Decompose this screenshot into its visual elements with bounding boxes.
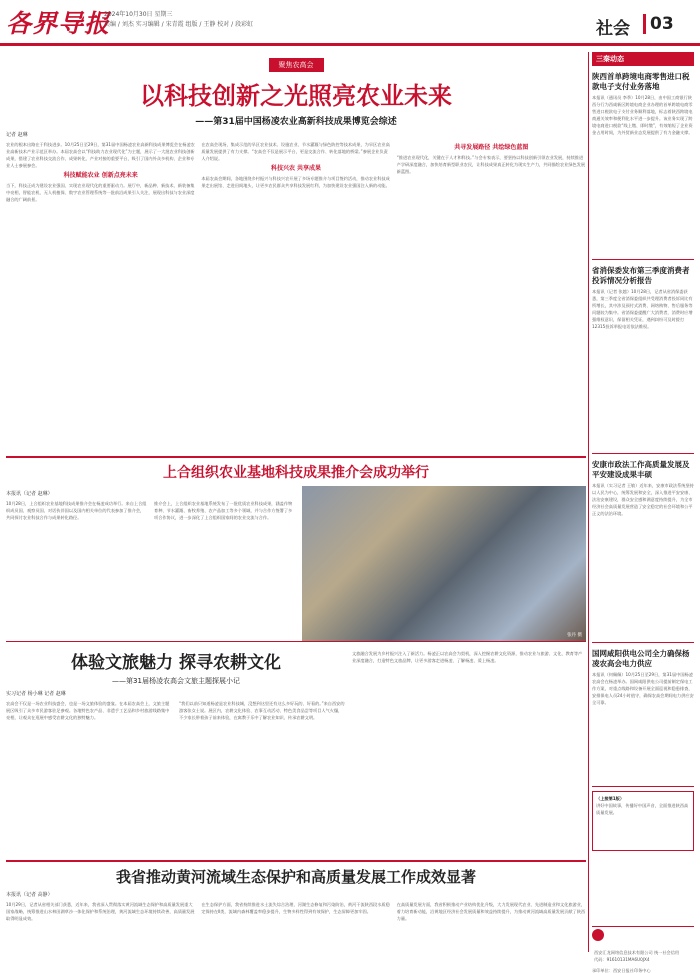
rule [592,453,694,454]
correction-title: （上接第1版） [596,796,625,801]
article1-body-1: 农业的根本出路在于科技进步。10月25日至29日，第31届中国杨凌农业高新科技成果博览会在杨凌农业高新技术产业示范区举办。本届农高会以“科技助力农业现代化”为主题，展示了一大批农业科技创新成果，搭建了农业科技交流合作、成果转化、产业对接的重要平台，吸引了国内外众多机构、企业和专业人士参展参会。 [6,142,195,168]
article1-title: 以科技创新之光照亮农业未来 [140,81,452,110]
sidebar-item-ankang [592,458,694,638]
article3-body-3: 文旅融合发展为乡村振兴注入了新活力。杨凌正以农高会为契机，深入挖掘农耕文化资源，推动农业与旅游、文化、教育等产业深度融合，打造特色文旅品牌，让更多游客走进杨凌、了解杨凌、爱上杨凌。 [352,651,583,663]
sidebar-item-body: 本报讯（实习记者 王敏）近年来，安康市政法系统坚持以人民为中心，统筹发展和安全，深入推进平安安康、法治安康建设，群众安全感和满意度持续提升，为全市经济社会高质量发展营造了安全稳定的社会环境和公平正义的法治环境。 [592,483,694,516]
sidebar-item-ecommerce [592,70,694,255]
article2-body-2: 推介会上，上合组织农业基地系统发布了一批优质农业科技成果，涵盖作物育种、节水灌溉、畜牧养殖、农产品加工等多个领域，并与合作方签署了多项合作协议，进一步深化了上合组织国家间的农业交流与合作。 [154,501,293,520]
rule [6,641,586,642]
article1-col-1 [6,141,195,471]
article4-body-1: 10月29日，记者从省相关部门获悉，近年来，我省深入贯彻落实黄河流域生态保护和高质量发展重大国家战略，统筹推进山水林田湖草沙一体化保护和系统治理，黄河流域生态环境持续改善，高质量发展取得明显成效。 [6,902,195,921]
article1-byline: 记者 赵琳 [6,132,28,138]
article-culture-tourism [6,646,586,856]
sidebar-item-body: 本报讯（记者 张越）10月28日，记者从省消保委获悉，第三季度全省消保委组织共受理消费者投诉同比有所增长，其中涉及预付式消费、网络购物、售后服务等问题较为集中。省消保委提醒广大消费者，消费时应增强维权意识，保留相关凭证，遇到纠纷可及时拨打12315投诉举报电话依法维权。 [592,289,693,329]
sidebar-item-title: 安康市政法工作高质量发展及平安建设成果丰硕 [592,460,690,479]
masthead-logo: 各界导报 [6,9,111,38]
masthead-meta [104,10,253,30]
rule [6,860,586,862]
article3-byline: 实习记者 杨小琳 记者 赵琳 [6,691,66,697]
article3-body-1: 农高会不仅是一场农业科技盛会，也是一场文旅体验的盛宴。在本届农高会上，文旅主题展区吸引了众多市民游客驻足参观。各地特色农产品、非遗手工艺品和乡村旅游线路集中亮相，让观众在逛展中感受农耕文化的独特魅力。 [6,701,170,720]
sidebar-item-consumer [592,264,694,449]
article2-byline: 本报讯（记者 赵琳） [6,491,53,497]
conference-photo [302,486,586,641]
article4-title: 我省推动黄河流域生态保护和高质量发展工作成效显著 [115,868,476,886]
article1-subtitle: ——第31届中国杨凌农业高新科技成果博览会综述 [195,117,397,127]
rule [592,642,694,643]
masthead [0,0,700,46]
article1-col-2 [201,141,390,471]
article-ag-expo [6,52,586,452]
footer-note: 承印单位：西安日报社印务中心 [592,968,651,973]
sidebar-item-title: 国网咸阳供电公司全力确保杨凌农高会电力供应 [592,649,690,668]
article4-body-2: 在生态保护方面，我省持续推进水土流失综合治理、河湖生态修复和污染防治，黄河干流陕西段水质稳定保持在Ⅱ类，流域内森林覆盖率稳步提升，生物多样性得到有效保护，生态屏障更加牢固。 [201,902,390,914]
article4-byline: 本报讯（记者 高静） [6,892,53,898]
sidebar [592,52,694,851]
sidebar-item-body: 本报讯（何佩佩）10月25日至29日，第31届中国杨凌农高会在杨凌举办。国网咸阳供电公司提前制定保电工作方案，对重点线路和设备开展全面巡视和隐患排查，安排保电人员24小时值守，确保农高会期间电力供应安全可靠。 [592,672,694,705]
sidebar-header: 三秦动态 [592,52,694,66]
article1-body-3: 在农高会现场，集成示范的旱区农业技术、设施农业、节水灌溉与绿色防控等技术成果，为旱区农业高质量发展提供了有力支撑。“农高会不仅是展示平台，更是交流合作、转化落地的桥梁。”参展企业负责人介绍说。 [201,142,390,161]
article-yellow-river [6,866,586,973]
article3-subtitle: ——第31届杨凌农高会文旅主题探展小记 [112,677,240,685]
editor-line: 美编 / 刘杰 实习编辑 / 宋青霞 组版 / 王静 校对 / 段彩虹 [104,21,254,28]
sidebar-correction [592,791,694,851]
date-line: 2024年10月30日 星期三 [104,11,173,18]
footer [592,926,694,973]
sidebar-item-body: 本报讯（通讯员 李季）10月28日，由中国工商银行陕西分行为西咸新区跨境电商企业办理的首单跨境电商零售进口税款电子支付业务顺利落地，标志着陕西跨境电商通关效率和便利化水平进一步提升。该业务实现了跨境电商进口税款“线上缴、即时缴”，有效缩短了企业资金占用时间，为外贸新业态发展提供了有力金融支撑。 [592,95,693,135]
article2-title: 上合组织农业基地科技成果推介会成功举行 [163,465,429,481]
article1-body-2: 当下，科技正成为建设农业强国、实现农业现代化的重要驱动力。展厅中，新品种、新技术、新装备集中亮相，智能农机、无人机植保、数字农业管理系统等一批前沿成果引人关注，展现出科技与农业深度融合的广阔前景。 [6,183,195,202]
correction-body: 讲好中国故事，传播好中国声音，全面推进陕西高质量发展。 [596,803,689,815]
rule [592,259,694,260]
article3-title: 体验文旅魅力 探寻农耕文化 [71,653,281,673]
sidebar-item-title: 省消保委发布第三季度消费者投诉情况分析报告 [592,266,690,285]
article1-subhead-1: 科技赋能农业 创新点亮未来 [63,172,138,179]
article3-body-2: “我们以前只知道杨凌是农业科技城，没想到这里还有这么多好玩的、好看的。”来自西安的游客张女士说。展区内，农耕文化体验、农事互动活动、特色美食品尝等项目人气火爆，不少家长带着孩子前来体验，在寓教于乐中了解农业知识、传承农耕文明。 [179,701,345,720]
photo-caption: 张丹 摄 [567,633,582,638]
article-sco-base [6,462,586,637]
publisher-logo-icon [592,929,604,941]
article2-text [6,486,296,641]
page-number: 03 [650,14,674,34]
article1-body-4: 本届农高会期间，各地围绕乡村振兴与科技兴农开展了多场专题推介与项目签约活动，推动农业科技成果走出展馆、走进田间地头，让更多农民群众共享科技发展红利，为加快建设农业强国注入新的动能。 [201,176,390,188]
section-name: 社会 [596,19,630,39]
article1-body-5: “推进农业现代化，关键在于人才和科技。”与会专家表示，要坚持以科技创新引领农业发展，持续推进产学研深度融合，加快培育新型职业农民，让科技成果真正转化为现实生产力，共同描绘农业绿色发展新蓝图。 [396,155,586,174]
article3-text [6,646,346,860]
article1-subhead-2: 科技兴农 共享成果 [270,165,322,172]
article2-body-1: 10月28日，上合组织农业基地科技成果推介会在杨凌成功举行。来自上合组织成员国、观察员国、对话伙伴国以及国内相关单位的代表参加了推介会，共同探讨农业科技合作与成果转化路径。 [6,501,147,520]
sidebar-item-power [592,647,694,782]
main-area [6,52,586,973]
rule [592,786,694,787]
article4-body-3: 在高质量发展方面，我省积极推动产业结构优化升级，大力发展现代农业、先进制造业和文化旅游业，着力培育新动能，沿黄地区经济社会发展质量和效益持续提升，为推动黄河流域高质量发展贡献了陕西力量。 [396,902,586,921]
section-divider [643,14,646,34]
sidebar-item-title: 陕西首单跨境电商零售进口税款电子支付业务落地 [592,72,690,91]
column-divider [588,52,589,952]
article1-subhead-3: 共寻发展路径 共绘绿色蓝图 [454,144,529,151]
kicker-ribbon: 聚焦农高会 [269,58,324,72]
footer-publisher: 西安汇龙网络信息技术有限公司 统一社会信用代码：91610131MA6U0JX4 [594,950,680,962]
article1-col-3 [397,141,586,471]
